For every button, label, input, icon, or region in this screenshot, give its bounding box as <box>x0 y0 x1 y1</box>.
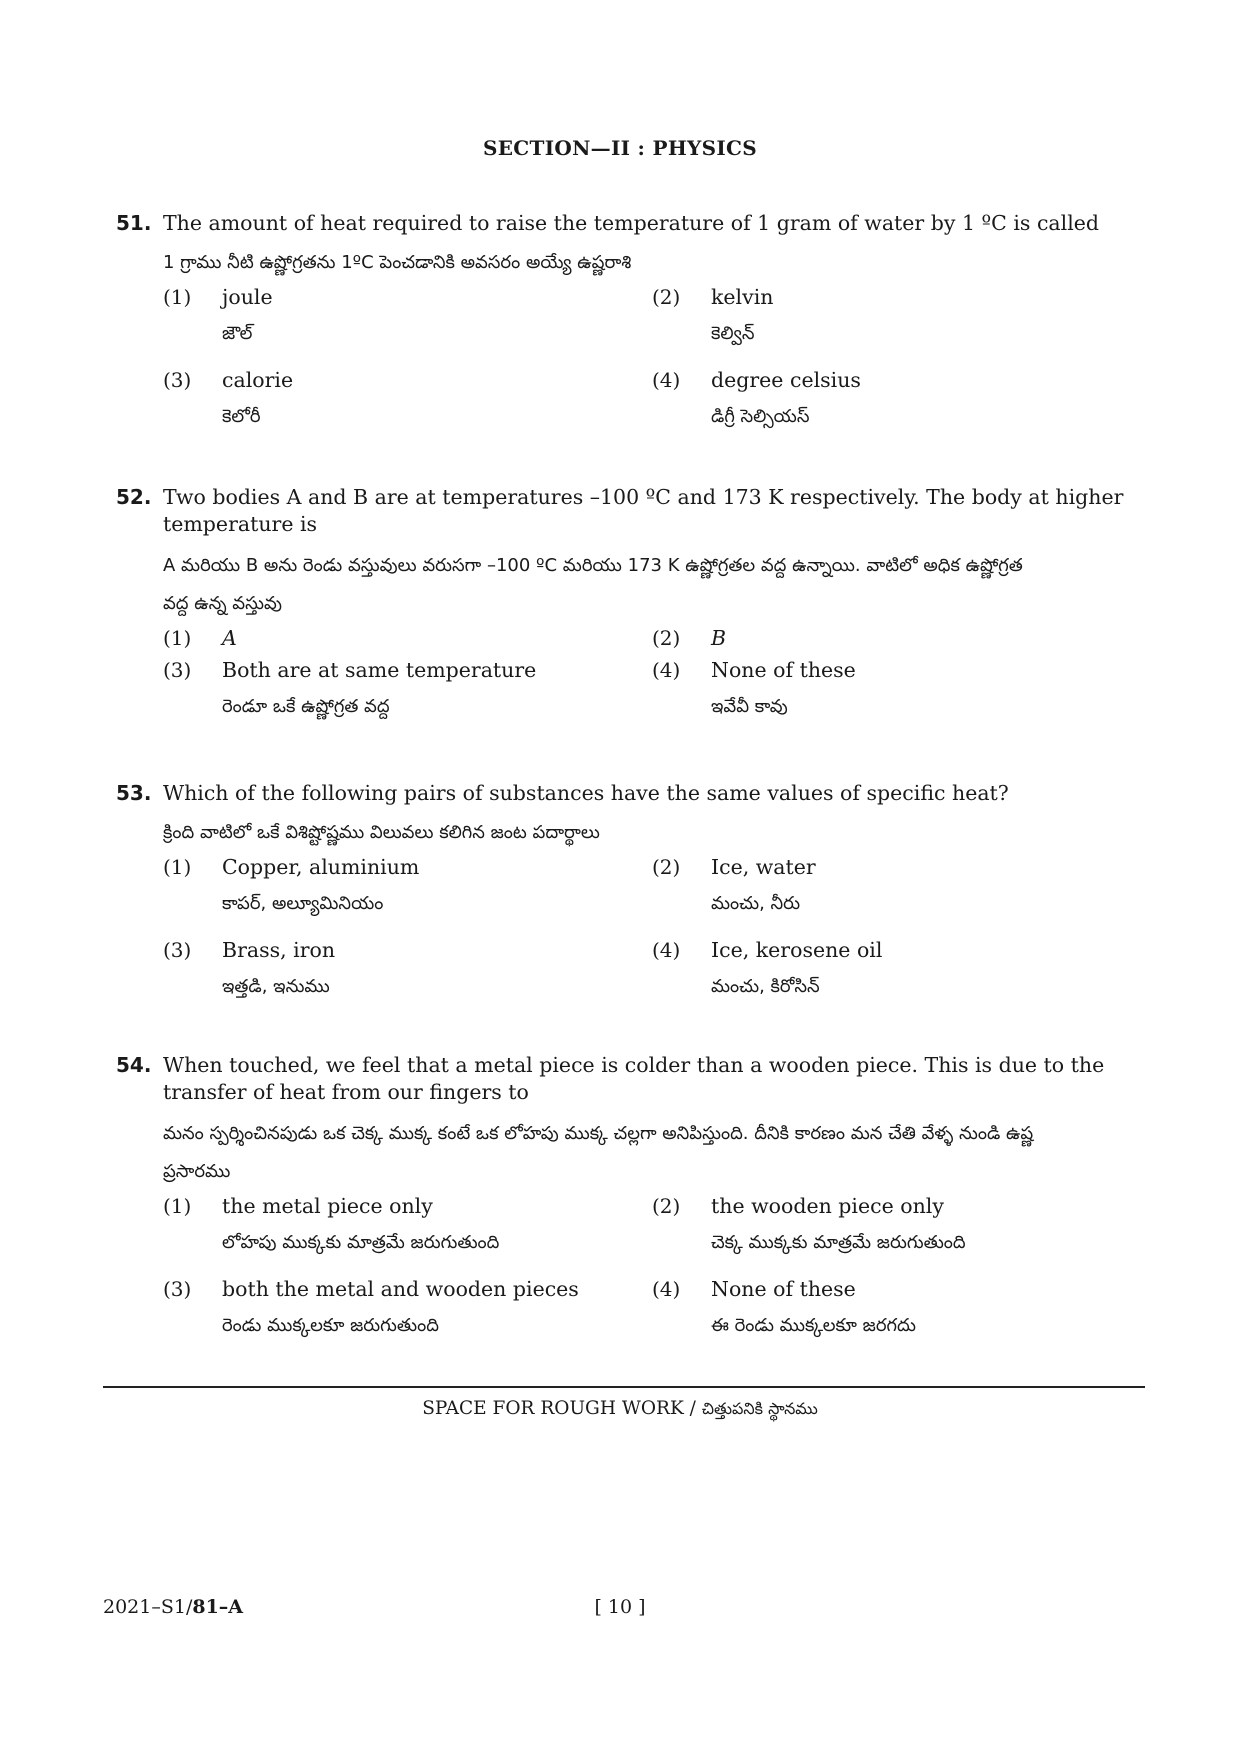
page-number: [ 10 ] <box>594 1596 646 1618</box>
question-text: 53. Which of the following pairs of substances have the same values of specific heat? <box>116 781 1009 805</box>
section-title: SECTION—II : PHYSICS <box>483 136 757 160</box>
question-54 <box>116 1052 1146 1342</box>
options: (1) the metal piece only లోహపు ముక్కకు మాత్రమే జరుగుతుంది (2) the wooden piece only చెక్క ముక్కకు మాత్రమే జరుగుతుంది (3) both the metal and wooden pieces రెండు ముక్కలకూ జరుగుతుంది (4) None of these ఈ రెండు ముక్కలకూ జరగదు <box>163 1194 966 1336</box>
question-text-telugu: A మరియు B అను రెండు వస్తువులు వరుసగా –100 ºC మరియు 173 K ఉష్ణోగ్రతల వద్ద ఉన్నాయి. వాటిలో అధిక ఉష్ణోగ్రత వద్ద ఉన్న వస్తువు <box>163 555 1023 614</box>
options: (1) A (2) B (3) Both are at same temperature రెండూ ఒకే ఉష్ణోగ్రత వద్ద (4) None of these ఇవేవీ కావు <box>163 626 856 717</box>
question-51 <box>116 210 1146 433</box>
question-text: 54. When touched, we feel that a metal piece is colder than a wooden piece. This is due to the transfer of heat from our fingers to <box>116 1053 1105 1104</box>
question-text-telugu: మనం స్పర్శించినపుడు ఒక చెక్క ముక్క కంటే ఒక లోహపు ముక్క చల్లగా అనిపిస్తుంది. దీనికి కారణం మన చేతి వేళ్ళ నుండి ఉష్ణ ప్రసారము <box>163 1123 1034 1182</box>
question-52 <box>116 484 1146 736</box>
rough-work-label: SPACE FOR ROUGH WORK / చిత్తుపనికి స్థానము <box>422 1398 818 1419</box>
question-number: 51. <box>116 211 152 235</box>
question-53 <box>116 780 1146 1003</box>
question-number: 54. <box>116 1053 152 1077</box>
question-number: 52. <box>116 485 152 509</box>
divider <box>103 1386 1145 1388</box>
options: (1) Copper, aluminium కాపర్, అల్యూమినియం (2) Ice, water మంచు, నీరు (3) Brass, iron ఇత్తడి, ఇనుము (4) Ice, kerosene oil మంచు, కిరోసిన్ <box>163 855 883 997</box>
question-text: 51. The amount of heat required to raise the temperature of 1 gram of water by 1 ºC is called <box>116 211 1100 235</box>
options: (1) joule జౌల్ (2) kelvin కెల్విన్ (3) calorie కెలోరీ (4) degree celsius డిగ్రీ సెల్సియస్ <box>163 285 861 427</box>
question-text: 52. Two bodies A and B are at temperatures –100 ºC and 173 K respectively. The body at higher temperature is <box>116 485 1124 536</box>
question-number: 53. <box>116 781 152 805</box>
question-text-telugu: 1 గ్రాము నీటి ఉష్ణోగ్రతను 1ºC పెంచడానికి అవసరం అయ్యే ఉష్ణరాశి <box>163 252 632 273</box>
paper-code: 2021–S1/81–A <box>103 1596 244 1618</box>
question-text-telugu: క్రింది వాటిలో ఒకే విశిష్టోష్ణము విలువలు కలిగిన జంట పదార్థాలు <box>163 822 600 843</box>
